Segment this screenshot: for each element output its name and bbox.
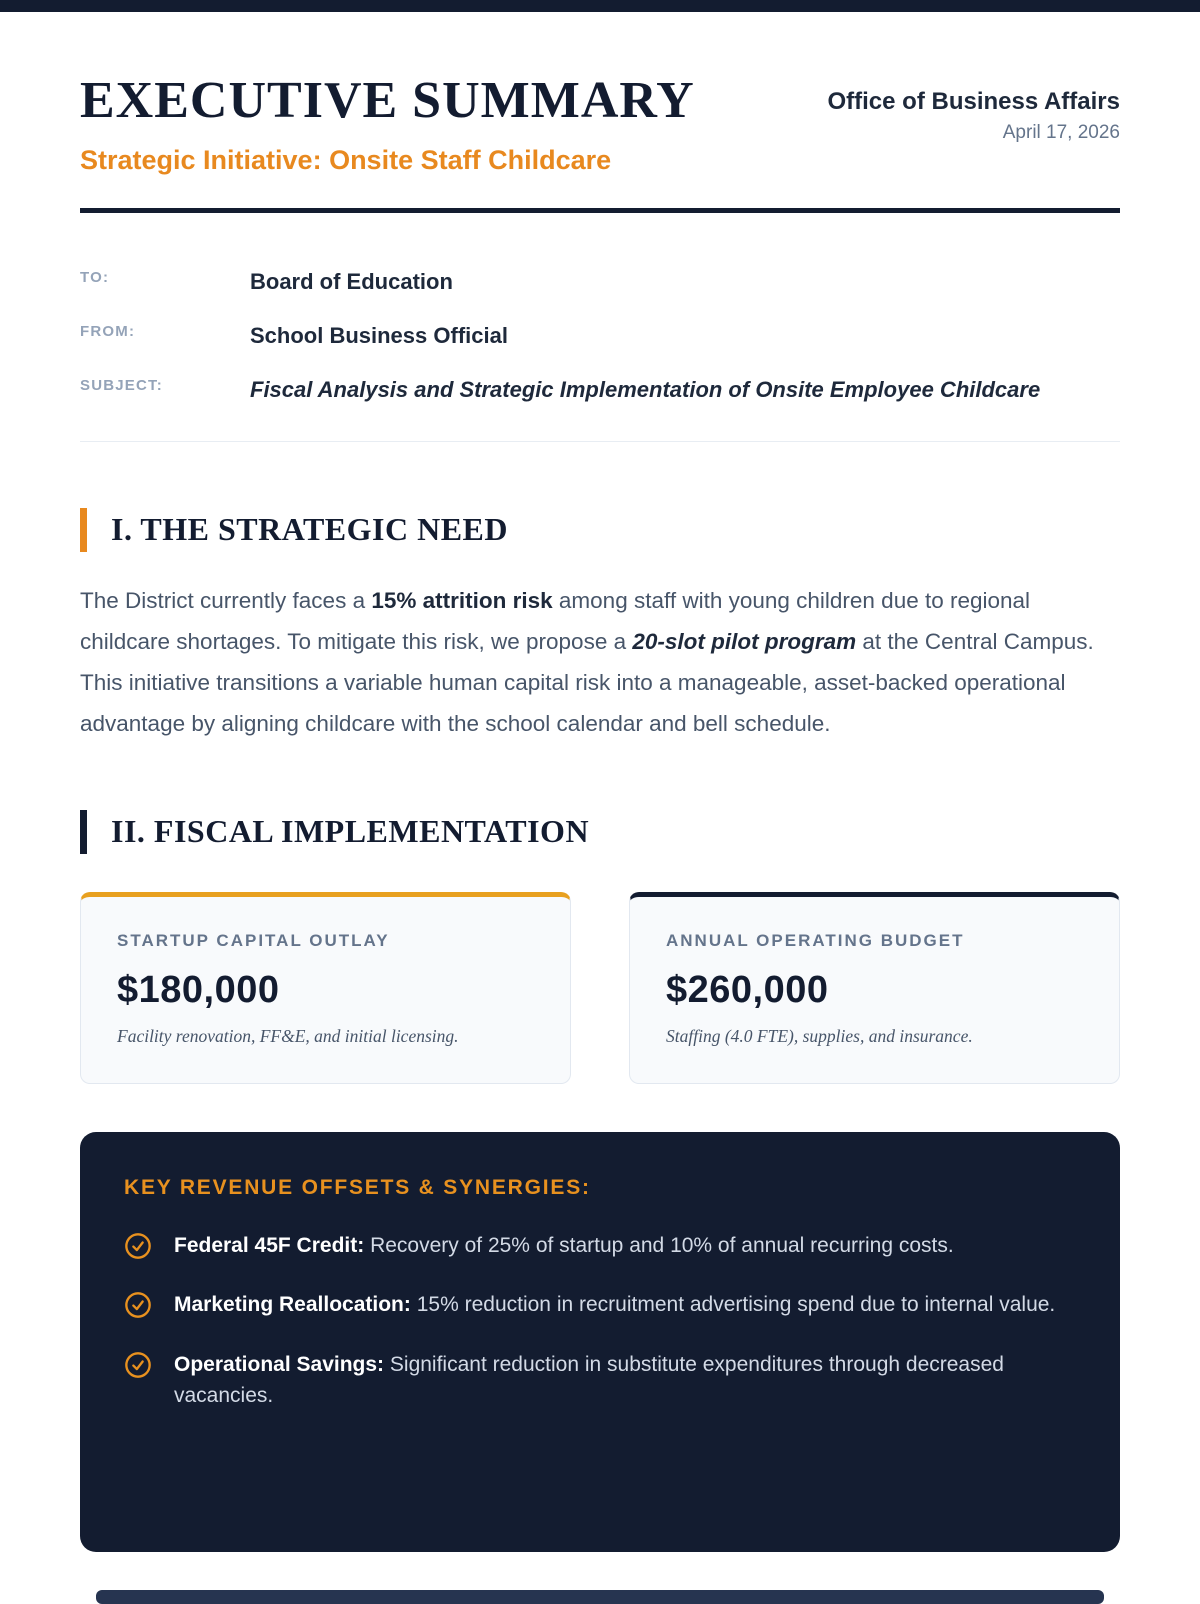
list-item (124, 1230, 1076, 1262)
list-item (124, 1349, 1076, 1412)
document-page (0, 12, 1200, 1552)
page-title: EXECUTIVE SUMMARY (80, 72, 695, 129)
card-amount: $260,000 (666, 968, 829, 1011)
memo-subject-value: Fiscal Analysis and Strategic Implementation of Onsite Employee Childcare (250, 376, 1041, 402)
check-circle-icon (124, 1232, 152, 1260)
section-heading-strategic-need: I. THE STRATEGIC NEED (80, 508, 1120, 552)
panel-items (124, 1230, 1076, 1412)
top-accent-bar (0, 0, 1200, 12)
list-item (124, 1289, 1076, 1321)
list-item-lead: Marketing Reallocation: (174, 1293, 411, 1317)
check-circle-icon (124, 1351, 152, 1379)
card-label: STARTUP CAPITAL OUTLAY (117, 930, 390, 950)
list-item-body: 15% reduction in recruitment advertising spend due to internal value. (410, 1293, 1056, 1317)
memo-to-value: Board of Education (250, 268, 453, 294)
document-header (80, 12, 1120, 176)
strategic-need-paragraph (80, 580, 1120, 744)
card-caption: Facility renovation, FF&E, and initial licensing. (117, 1025, 459, 1046)
memo-from-value: School Business Official (250, 322, 508, 348)
para-segment-bold: 15% attrition risk (371, 587, 553, 613)
memo-from-label: FROM: (80, 322, 136, 340)
memo-divider (80, 441, 1120, 442)
card-label: ANNUAL OPERATING BUDGET (666, 930, 965, 950)
document-date: April 17, 2026 (1002, 122, 1120, 143)
list-item-lead: Federal 45F Credit: (174, 1233, 365, 1257)
list-item-text (174, 1230, 954, 1262)
header-right (827, 74, 1120, 144)
section-heading-fiscal-implementation: II. FISCAL IMPLEMENTATION (80, 810, 1120, 854)
para-segment: at the Central Campus. This initiative transitions a variable human capital risk into a manageable, asset-backed operational advantage by aligning childcare with the school calendar and bell schedule. (80, 628, 1094, 736)
header-left (80, 74, 695, 176)
memo-subject-label: SUBJECT: (80, 376, 163, 394)
memo-fields (80, 265, 1120, 407)
card-caption: Staffing (4.0 FTE), supplies, and insurance. (666, 1025, 973, 1046)
check-circle-icon (124, 1291, 152, 1319)
org-name: Office of Business Affairs (827, 88, 1120, 115)
page-subtitle: Strategic Initiative: Onsite Staff Childcare (80, 144, 612, 175)
header-divider-rule (80, 208, 1120, 213)
annual-operating-card (629, 892, 1120, 1084)
panel-footer-divider (96, 1590, 1104, 1604)
budget-cards (80, 892, 1120, 1084)
panel-heading: KEY REVENUE OFFSETS & SYNERGIES: (124, 1175, 591, 1199)
list-item-body: Recovery of 25% of startup and 10% of annual recurring costs. (364, 1233, 954, 1257)
list-item-lead: Operational Savings: (174, 1352, 385, 1376)
key-revenue-panel (80, 1132, 1120, 1552)
list-item-text (174, 1349, 1076, 1412)
memo-to-label: TO: (80, 268, 110, 286)
list-item-body: Significant reduction in substitute expenditures through decreased vacancies. (174, 1352, 1004, 1408)
card-amount: $180,000 (117, 968, 280, 1011)
para-segment: The District currently faces a (80, 587, 372, 613)
list-item-text (174, 1289, 1055, 1321)
startup-capital-card (80, 892, 571, 1084)
para-segment: among staff with young children due to regional childcare shortages. To mitigate this risk, we propose a (80, 587, 1031, 654)
para-segment-bold-italic: 20-slot pilot program (632, 628, 857, 654)
